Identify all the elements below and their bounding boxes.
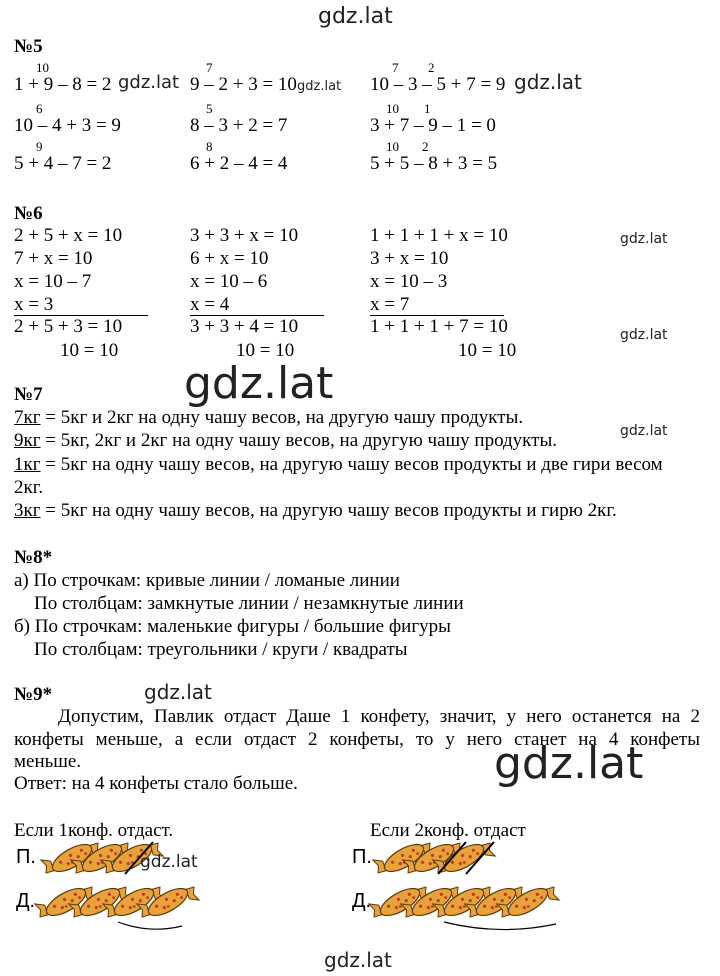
label-pavlik: П. [352,846,372,868]
bracket [118,922,182,929]
watermark: gdz.lat [184,358,334,409]
section-7-title: №7 [14,384,43,405]
label-dasha: Д. [352,890,372,912]
weight: 1кг [14,454,41,475]
equation: x = 10 – 3 [370,271,448,292]
text: = 5кг на одну чашу весов, на другую чашу весов продукты и две гири весом [40,454,663,475]
text: = 5кг на одну чашу весов, на другую чашу весов продукты и гирю 2кг. [40,500,617,521]
section-9-title: №9* [14,684,53,705]
annotation: 1 [424,101,431,116]
section-6-title: №6 [14,203,43,224]
paragraph-line: конфеты меньше, а если отдаст 2 конфеты, то у него станет на 4 конфеты [14,729,700,750]
paragraph-line: меньше. [14,751,82,772]
watermark: gdz.lat [620,327,668,343]
text-line [14,407,523,429]
watermark: gdz.lat [494,738,644,789]
equation: 10 = 10 [458,340,517,361]
annotation: 6 [36,101,43,116]
equation: 5 + 5 – 8 + 3 = 5 [370,153,498,174]
label-pavlik: П. [16,846,36,868]
equation: 10 – 3 – 5 + 7 = 9 [370,74,506,95]
text-line: а) По строчкам: кривые линии / ломаные линии [14,570,400,591]
equation: 2 + 5 + x = 10 [14,225,123,246]
text: = 5кг, 2кг и 2кг на одну чашу весов, на другую чашу продукты. [40,430,557,451]
equation: x = 10 – 6 [190,271,268,292]
equation: x = 4 [190,294,230,315]
annotation: 5 [206,101,213,116]
text: = 5кг и 2кг на одну чашу весов, на другую чашу продукты. [40,407,524,428]
watermark: gdz.lat [297,79,342,94]
equation: 3 + 3 + 4 = 10 [190,316,299,337]
candy-illustration [0,830,720,940]
annotation: 10 [386,139,399,154]
equation: 10 = 10 [236,340,295,361]
text-line [14,500,617,522]
equation: 6 + x = 10 [190,248,269,269]
equation: 8 – 3 + 2 = 7 [190,115,288,136]
section-8-title: №8* [14,547,53,568]
equation: 1 + 1 + 1 + x = 10 [370,225,508,246]
paragraph-line: Допустим, Павлик отдаст Даше 1 конфету, значит, у него останется на 2 [58,706,700,727]
answer: Ответ: на 4 конфеты стало больше. [14,773,298,794]
equation: 3 + 7 – 9 – 1 = 0 [370,115,496,136]
watermark: gdz.lat [514,70,582,94]
equation: 6 + 2 – 4 = 4 [190,153,288,174]
weight: 7кг [14,407,41,428]
text-line [14,454,663,476]
candy-row-dasha-2 [367,875,561,930]
label-dasha: Д. [16,890,36,912]
equation: 1 + 9 – 8 = 2 [14,74,112,95]
weight: 3кг [14,500,41,521]
watermark: gdz.lat [144,680,212,704]
watermark: gdz.lat [620,231,668,247]
annotation: 2 [428,60,435,75]
equation: 1 + 1 + 1 + 7 = 10 [370,316,508,337]
text-line: По столбцам: замкнутые линии / незамкнутые линии [34,593,464,614]
equation: 9 – 2 + 3 = 10 [190,74,297,95]
annotation: 9 [36,139,43,154]
equation: 7 + x = 10 [14,248,93,269]
equation: x = 3 [14,294,54,315]
bracket [444,922,556,930]
text-line: 2кг. [14,477,44,498]
equation: 5 + 4 – 7 = 2 [14,153,112,174]
text-line: По столбцам: треугольники / круги / квадраты [34,639,408,660]
text-line [14,430,557,452]
watermark: gdz.lat [620,423,668,439]
candy-row-pavlik-2 [371,831,497,885]
equation: 3 + 3 + x = 10 [190,225,299,246]
text-line: б) По строчкам: маленькие фигуры / большие фигуры [14,616,451,637]
annotation: 10 [386,101,399,116]
annotation: 7 [206,60,213,75]
equation: x = 7 [370,294,410,315]
annotation: 7 [392,60,399,75]
annotation: 8 [206,139,213,154]
watermark: gdz.lat [118,72,180,93]
equation: 2 + 5 + 3 = 10 [14,316,123,337]
weight: 9кг [14,430,41,451]
annotation: 10 [36,60,49,75]
section-5-title: №5 [14,36,43,57]
equation: 3 + x = 10 [370,248,449,269]
case-1-caption: Если 1конф. отдаст. [14,820,174,841]
equation: 10 = 10 [60,340,119,361]
annotation: 2 [422,139,429,154]
candy-row-dasha-1 [33,875,201,929]
watermark: gdz.lat [140,852,198,872]
watermark: gdz.lat [324,948,392,972]
case-2-caption: Если 2конф. отдаст [370,820,526,841]
equation: 10 – 4 + 3 = 9 [14,115,121,136]
equation: x = 10 – 7 [14,271,92,292]
watermark: gdz.lat [318,4,393,29]
